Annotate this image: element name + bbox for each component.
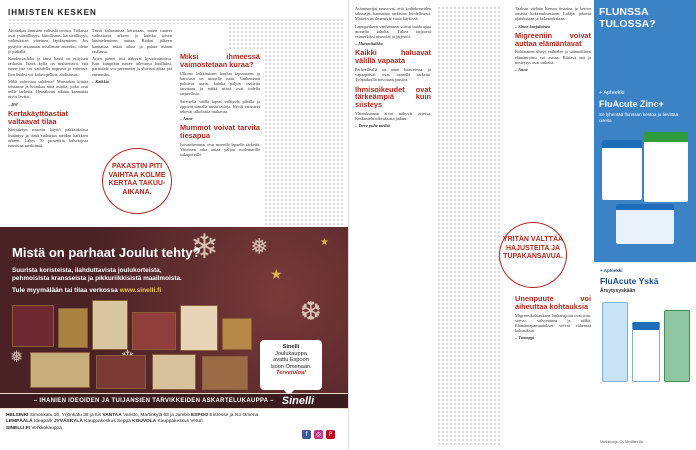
product-pack [602, 302, 628, 382]
author: – Anne [180, 116, 193, 122]
product-pack [664, 310, 690, 382]
paragraph: Kaudenvaihdot ja tämä kausi on erityisen raskasta. Ikävä kyllä on muistettava, että tunne itse voi vaihdella nopeasti ja vahvasti. Ilon lisäksi voi kokea pelkoa, ahdistusta. [8, 56, 88, 77]
author: – Anne [515, 67, 528, 73]
product-image [12, 305, 54, 347]
article-heading: Kaikki haluavat välillä vapaata [355, 48, 431, 66]
product-image [132, 312, 176, 350]
product-name: FluAcute Yskä [600, 276, 659, 286]
paragraph: Migreenikohtauksen laukaisijoita ovat mm. stressi, valvominen ja nälkä. Elämäntapamuutokset voivat vähentää kohtauksia. [515, 312, 591, 334]
right-column-3 [515, 292, 591, 446]
city: HELSINKI [6, 413, 29, 418]
city: JYVÄSKYLÄ [54, 419, 83, 425]
star-icon: ★ [270, 267, 283, 283]
section-label: IHMISTEN KESKEN [8, 8, 97, 17]
paragraph: Perheellisillä on omat haasteensa, ja vapaapäivät ovat monelle tärkeitä. Työpaikoilla toivotaan joustoa. [355, 67, 431, 83]
brand-text: Apteekki [603, 90, 625, 96]
pull-quote [499, 222, 567, 288]
article-heading: Unenpuute voi aiheuttaa kohtauksia [515, 294, 591, 311]
author: – Tuomppi [515, 335, 535, 341]
paragraph: Asiantuntijat neuvovat, että kodinkoneiden takuuajat kannattaa tarkistaa huolellisesti. Monet viat ilmenevät vasta käytössä. [355, 6, 431, 22]
product-pack [644, 132, 688, 202]
product-image [222, 318, 252, 350]
address: Simonkatu 10, Yrjönkatu 38 ja Itis [29, 413, 102, 418]
author: – Terve puhe meiltä [355, 123, 390, 129]
address: Verkkokauppa [31, 425, 62, 431]
product-image [92, 300, 128, 350]
ad-line: Suurista koristeista, ilahduttavista joulukorteista, [12, 267, 162, 274]
author: – Mutsmitaikka [355, 41, 383, 47]
article-heading: Kertakäyttöastiat valtaavat tilaa [8, 108, 68, 126]
paragraph: Tässä kolumnissa kerrotaan, miten tunteet vaikuttavat arkeen ja kuinka toisen kuunteleminen auttaa. Riidan jälkeen kannattaa antaa aikaa ja palata asiaan rauhassa. [92, 28, 172, 54]
ad-url-link[interactable]: www.sinelli.fi [119, 287, 162, 294]
banner-text: – IHANIEN IDEOIDEN JA TUIJANSIEN TARVIKKEIDEN ASKARTELUKAUPPA – [33, 398, 274, 404]
product-subtitle: Ärsytysyskään [600, 288, 636, 294]
dot-pattern [228, 18, 344, 50]
brand-text: Apteekki [603, 268, 623, 273]
dot-pattern [437, 6, 501, 446]
address-line [6, 426, 342, 432]
city: SINELLI.FI [6, 425, 30, 431]
ad-line: pehmoisista kransseista ja pikkuriikkisistä maailmoista. [12, 275, 182, 282]
paragraph: Kohtausten tiheys vaihtelee ja säännöllinen elämänrytmi voi auttaa. Riittävä uni ja nesteytys ovat tärkeitä. [515, 49, 591, 65]
product-pack [632, 322, 660, 382]
address: Ideapark [34, 419, 53, 425]
store-addresses [0, 409, 348, 450]
right-column-1 [355, 6, 431, 446]
ad-title: Mistä on parhaat Joulut tehty? [12, 245, 201, 260]
address: Kauppakeskus Seppä [84, 419, 131, 425]
quote-circle [499, 222, 567, 288]
paragraph: Aloittakaa ihmisten välisistä teoista. Tällaisia ovat ystävällisyys, kiitollisuus, kärsivällisyys, vaikeuksien yhteinen läpikäyminen. Jos pystytte antamaan toisillenne anteeksi, olette jo pitkällä. [8, 28, 88, 54]
bubble-line: Joulukauppa [275, 350, 307, 357]
paragraph: Lapsiperheen vanhemmat voivat saada apua monelta taholta. Tukea tarjoavat esimerkiksi neuvolat ja järjestöt. [355, 23, 431, 40]
pinterest-icon[interactable]: P [326, 430, 335, 439]
ad-bottom-panel [594, 262, 696, 450]
city: VANTAA [102, 413, 122, 418]
product-image [30, 352, 90, 388]
address: Entresse ja Iso Omena [209, 413, 259, 418]
product-image [58, 308, 88, 348]
bubble-line: Sinelli [282, 344, 300, 350]
paragraph: Taaksin vielään hienoa tiistaina ja kertoo omasta kokemuksestaan. Lukijat jakavat ajatuksiaan ja kokemuksiaan. [515, 6, 591, 22]
city: ESPOO [190, 413, 209, 418]
ad-headline [599, 6, 656, 30]
left-column-3 [180, 50, 260, 226]
pull-quote [102, 148, 172, 214]
snowflake-icon: ❅ [250, 235, 269, 260]
pull-quote-text: PAKASTIN PITI VAIHTAA KOLME KERTAA TAKUU-AIKANA. [108, 163, 166, 196]
city: LEMPÄÄLÄ [6, 419, 33, 425]
product-pack [602, 140, 642, 200]
product-image [96, 355, 146, 389]
speech-bubble [260, 340, 322, 390]
apteekki-ad[interactable] [594, 0, 696, 450]
paragraph: Ulkona leikkiminen kuuluu lapsuuteen ja kura-asu on monelle tuttu. Vanhemmat pohtivat usein, kuinka paljon vaatteita tarvitaan ja mitkä niistä ovat todella tarpeellisia. [180, 70, 260, 97]
address: Varisto, Martinkylä 63 ja Jumbo [123, 413, 190, 418]
quote-circle [102, 148, 172, 214]
article-heading: Mummot voivat tarvita tiesapua [180, 123, 260, 141]
product-image [152, 354, 196, 390]
city: KOUVOLA [132, 419, 157, 425]
article-heading: Miksi ihmeessä vaimostetaan kuraa? [180, 52, 260, 69]
product-pack [616, 204, 674, 244]
author: – RW [8, 101, 18, 107]
brand-logo[interactable]: Sinelli [281, 395, 315, 407]
paragraph: Isovanhemmat ovat monelle lapselle tärkeitä. Yhteinen aika antaa paljon molemmille sukupolville. [180, 142, 260, 158]
left-column-1 [8, 28, 88, 226]
right-column-2 [515, 6, 591, 220]
paragraph: Mikä vahvistaa suhdetta? Muistakaa kiittää toisianne ja hoitakaa niitä asioita, jotka ovat teille tärkeitä. Heinäkuun aikana kannattaa myös levätä. [8, 78, 88, 100]
snowflake-icon: ❅ [10, 347, 24, 366]
paragraph: Kierrätetyn muovin käyttö pakkauksissa lisääntyy ja tämä vaikuttaa meidän kaikkien arkeen. Lähes 70 prosenttia kuluttajista tunnistaa merkinnät. [8, 127, 88, 149]
author: – Sinne kurjalainen [515, 23, 551, 29]
visit-text: Tule myymälään tai tilaa verkossa [12, 287, 118, 294]
bubble-line: avattu Espoon [273, 357, 309, 364]
address: Kauppakeskus Veturi [157, 419, 203, 425]
product-description: Se lyhentää flunssan kestoa ja lievittää oireita [599, 112, 679, 123]
bubble-line: Tervetuloa! [276, 370, 306, 377]
article-heading: Migreeniin voivat auttaa elämäntavat [515, 30, 591, 48]
product-image [202, 356, 248, 390]
right-page [348, 0, 594, 450]
paragraph: Arjen pienet teot näkyvät hyvinvoinnissa. Kun kumpikin tuntee tulevansa kuulluksi, parisuhde voi paremmin ja yhteistä aikaa jää enemmän. [92, 56, 172, 77]
product-name: FluAcute Zinc+ [599, 99, 664, 109]
paragraph: Yhteiskunnan arvot näkyvät arjessa. Keskustelu oikeuksista jatkuu. [355, 111, 431, 122]
ad-subtitle [12, 267, 242, 283]
brand-label: + Apteekki [600, 268, 623, 273]
product-image [180, 305, 218, 351]
paragraph: Sateisella säällä lapset viihtyvät pihalla ja oppivat samalla uusia taitoja. Hyvät varusteet tekevät ulkoilusta mukavaa. [180, 98, 260, 115]
dot-pattern [264, 50, 344, 226]
snowflake-icon: ❄ [190, 227, 219, 267]
bubble-line: Isoon Omenaan. [270, 363, 312, 370]
ad-banner [0, 393, 348, 409]
star-icon: ★ [320, 237, 329, 248]
author: – Kaikkia [92, 78, 110, 84]
headline-line: TULOSSA? [599, 18, 656, 30]
facebook-icon[interactable]: f [302, 430, 311, 439]
instagram-icon[interactable]: ◎ [315, 431, 322, 438]
left-column-2 [92, 28, 172, 138]
snowflake-icon: ❆ [300, 297, 322, 327]
pull-quote-text: YRITÄN VÄLTTÄÄ HAJUSTEITA JA TUPAKANSAVUA. [502, 236, 564, 260]
article-heading: Ihmisoikeudet ovat tärkeämpiä kuin siisteys [355, 84, 431, 110]
headline-line: FLUNSSA [599, 6, 649, 18]
brand-label: + Apteekki [599, 90, 625, 96]
ad-footer: Markkinoija: Oy Medfiles Ab [600, 440, 644, 444]
ad-visit-line [12, 287, 161, 294]
